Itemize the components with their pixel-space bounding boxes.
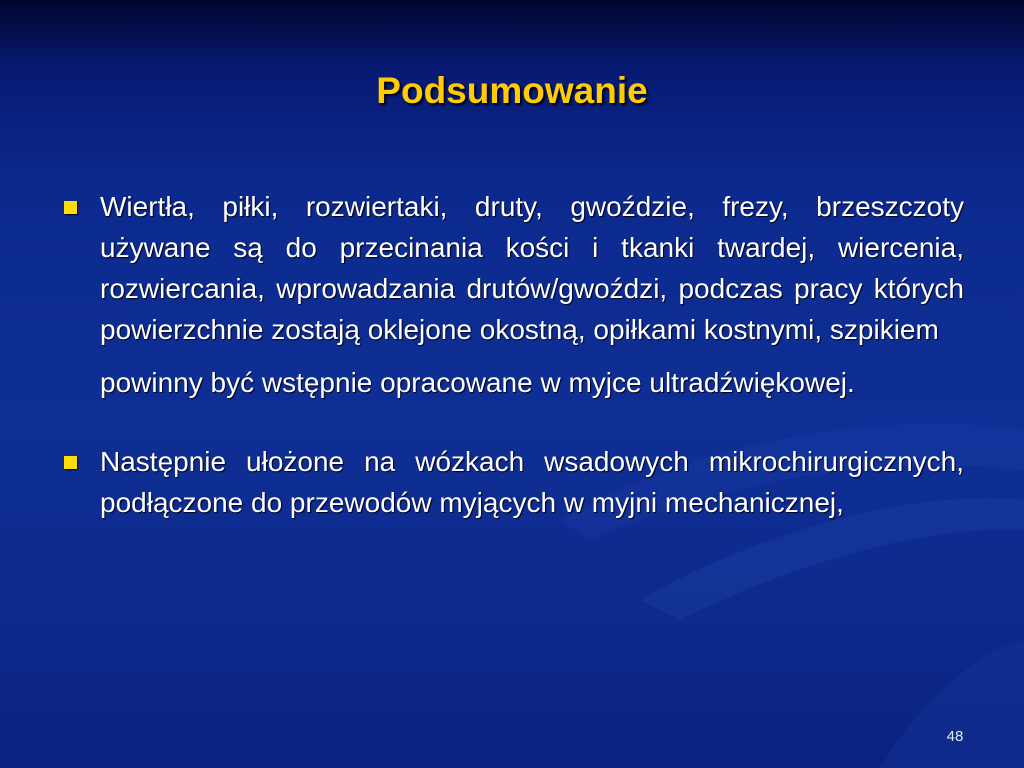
square-bullet-icon: [64, 456, 77, 469]
bullet-text: Następnie ułożone na wózkach wsadowych mikrochirurgicznych, podłączone do przewodów myjących w myjni mechanicznej,: [100, 446, 964, 518]
bullet-text-continuation: powinny być wstępnie opracowane w myjce ultradźwiękowej.: [100, 367, 855, 398]
square-bullet-icon: [64, 201, 77, 214]
bullet-item: [60, 186, 964, 403]
page-number: 48: [946, 728, 964, 745]
bullet-list: [60, 186, 964, 523]
slide-title: Podsumowanie: [376, 70, 648, 111]
bullet-item: [60, 441, 964, 523]
bullet-text: Wiertła, piłki, rozwiertaki, druty, gwoździe, frezy, brzeszczoty używane są do przecinania kości i tkanki twardej, wiercenia, rozwiercania, wprowadzania drutów/gwoździ, podczas pracy których powierzchnie zostają oklejone okostną, opiłkami kostnymi, szpikiem: [100, 191, 964, 345]
